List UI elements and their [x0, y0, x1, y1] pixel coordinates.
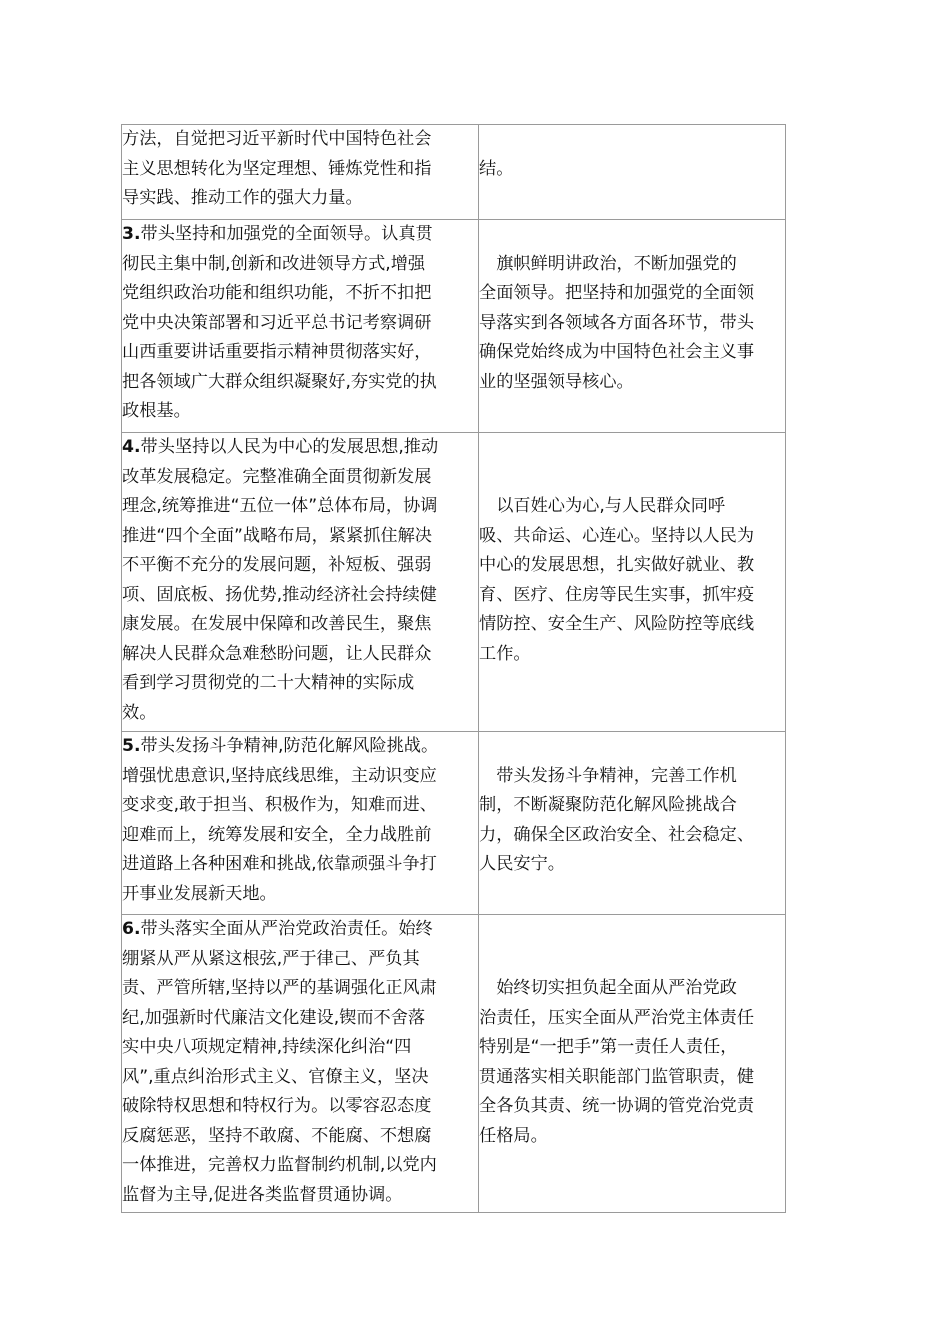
table-row [122, 732, 786, 915]
table-row [122, 915, 786, 1213]
text-line: 责、严管所辖,坚持以严的基调强化正风肃 [122, 978, 437, 998]
text-line: 中心的发展思想，扎实做好就业、教 [479, 555, 755, 575]
text-line: 反腐惩恶，坚持不敢腐、不能腐、不想腐 [122, 1125, 432, 1146]
text-line: 进道路上各种困难和挑战,依靠顽强斗争打 [122, 854, 437, 874]
text-line: 迎难而上，统筹发展和安全，全力战胜前 [122, 824, 432, 845]
text-line: 人民安宁。 [479, 854, 565, 874]
table-cell-left [122, 433, 479, 732]
text-line: 解决人民群众急难愁盼问题，让人民群众 [122, 643, 432, 664]
text-line: 旗帜鲜明讲政治，不断加强党的 [479, 253, 737, 274]
text-line [479, 433, 785, 463]
text-line [479, 732, 785, 762]
table-cell-right [479, 732, 786, 915]
item-heading: 带头坚持和加强党的全面领导。认真贯 [140, 224, 433, 244]
text-line: 理念,统筹推进“五位一体”总体布局，协调 [122, 496, 438, 516]
text-line [479, 463, 785, 493]
text-line: 风”,重点纠治形式主义、官僚主义，坚决 [122, 1066, 429, 1087]
table-cell-left [122, 220, 479, 433]
text-line: 党组织政治功能和组织功能，不折不扣把 [122, 283, 432, 303]
text-line: 确保党始终成为中国特色社会主义事 [479, 342, 755, 362]
text-line: 监督为主导,促进各类监督贯通协调。 [122, 1184, 403, 1205]
text-line: 特别是“一把手”第一责任人责任， [479, 1037, 738, 1057]
text-line [479, 220, 785, 250]
text-line: 党中央决策部署和习近平总书记考察调研 [122, 312, 432, 333]
content-table [121, 124, 786, 1213]
text-line: 主义思想转化为坚定理想、锤炼党性和指 [122, 158, 432, 179]
text-line: 贯通落实相关职能部门监管职责，健 [479, 1066, 755, 1087]
text-line: 增强忧患意识,坚持底线思维，主动识变应 [122, 765, 437, 786]
text-line: 任格局。 [479, 1125, 548, 1146]
text-line: 方法，自觉把习近平新时代中国特色社会 [122, 129, 432, 149]
text-line: 导实践、推动工作的强大力量。 [122, 188, 363, 208]
text-line: 项、固底板、扬优势,推动经济社会持续健 [122, 584, 437, 605]
table-cell-right [479, 915, 786, 1213]
table-cell-left [122, 732, 479, 915]
text-line: 导落实到各领域各方面各环节，带头 [479, 312, 755, 333]
text-line: 康发展。在发展中保障和改善民生，聚焦 [122, 614, 432, 634]
text-line: 以百姓心为心,与人民群众同呼 [479, 496, 726, 516]
text-line: 业的坚强领导核心。 [479, 371, 634, 392]
text-line: 把各领域广大群众组织凝聚好,夯实党的执 [122, 371, 437, 392]
text-line: 治责任，压实全面从严治党主体责任 [479, 1007, 755, 1028]
table-cell-right [479, 433, 786, 732]
text-line: 变求变,敢于担当、积极作为，知难而进、 [122, 795, 437, 815]
text-line: 纪,加强新时代廉洁文化建设,锲而不舍落 [122, 1007, 426, 1028]
item-heading: 带头发扬斗争精神,防范化解风险挑战。 [140, 736, 439, 756]
item-heading: 带头落实全面从严治党政治责任。始终 [140, 919, 433, 939]
text-line: 结。 [479, 158, 514, 179]
table-cell-right [479, 220, 786, 433]
text-line: 育、医疗、住房等民生实事，抓牢疫 [479, 584, 755, 605]
text-line: 力，确保全区政治安全、社会稳定、 [479, 824, 755, 845]
text-line: 始终切实担负起全面从严治党政 [479, 978, 737, 998]
text-line: 情防控、安全生产、风险防控等底线 [479, 614, 755, 634]
text-line: 制，不断凝聚防范化解风险挑战合 [479, 795, 737, 815]
text-line: 政根基。 [122, 401, 191, 421]
text-line: 实中央八项规定精神,持续深化纠治“四 [122, 1037, 412, 1057]
item-number: 6. [122, 919, 141, 939]
item-number: 4. [122, 437, 141, 457]
item-heading: 带头坚持以人民为中心的发展思想,推动 [140, 437, 439, 457]
text-line: 吸、共命运、心连心。坚持以人民为 [479, 525, 755, 546]
text-line: 开事业发展新天地。 [122, 883, 277, 904]
text-line: 带头发扬斗争精神，完善工作机 [479, 765, 737, 786]
table-cell-right [479, 125, 786, 220]
text-line [479, 915, 785, 945]
text-line: 工作。 [479, 643, 531, 664]
text-line: 看到学习贯彻党的二十大精神的实际成 [122, 673, 415, 693]
text-line: 绷紧从严从紧这根弦,严于律己、严负其 [122, 948, 420, 969]
text-line: 推进“四个全面”战略布局，紧紧抓住解决 [122, 525, 432, 546]
text-line: 全各负其责、统一协调的管党治党责 [479, 1096, 755, 1116]
text-line: 效。 [122, 702, 157, 723]
text-line: 不平衡不充分的发展问题，补短板、强弱 [122, 555, 432, 575]
item-number: 5. [122, 736, 141, 756]
table-cell-left [122, 915, 479, 1213]
text-line: 全面领导。把坚持和加强党的全面领 [479, 283, 755, 303]
table-row [122, 220, 786, 433]
text-line: 改革发展稳定。完整准确全面贯彻新发展 [122, 466, 432, 487]
table-row [122, 125, 786, 220]
table-cell-left [122, 125, 479, 220]
text-line: 破除特权思想和特权行为。以零容忍态度 [122, 1096, 432, 1116]
text-line: 彻民主集中制,创新和改进领导方式,增强 [122, 253, 426, 274]
item-number: 3. [122, 224, 141, 244]
text-line [479, 945, 785, 975]
text-line [479, 125, 785, 155]
text-line: 山西重要讲话重要指示精神贯彻落实好， [122, 342, 432, 362]
table-row [122, 433, 786, 732]
text-line: 一体推进，完善权力监督制约机制,以党内 [122, 1155, 437, 1175]
